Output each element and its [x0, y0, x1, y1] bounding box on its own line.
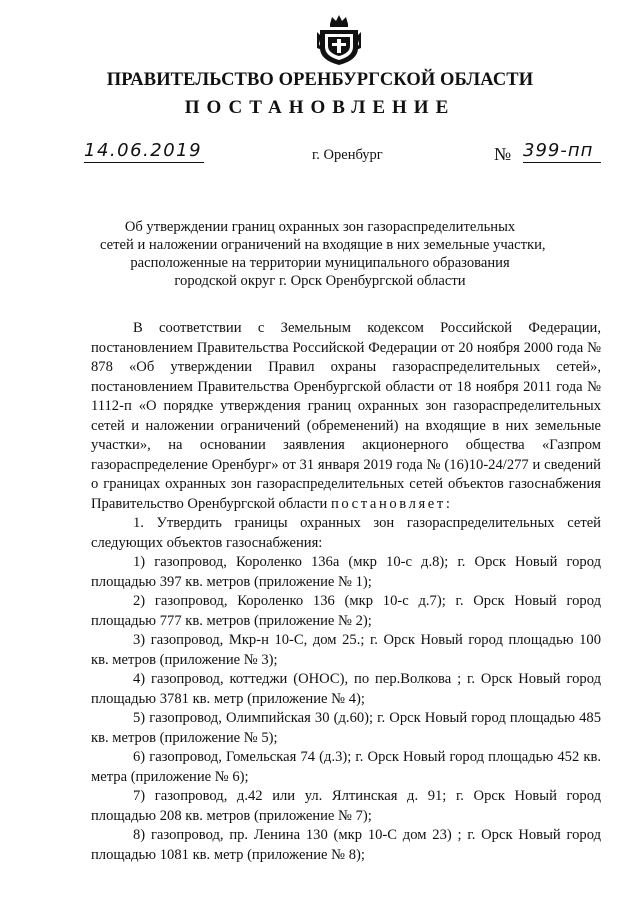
subject-line: Об утверждении границ охранных зон газораспределительных: [124, 219, 516, 235]
list-item: 7) газопровод, д.42 или ул. Ялтинская д. 91; г. Орск Новый город площадью 208 кв. метров (приложение № 7);: [91, 788, 601, 824]
list-item: 6) газопровод, Гомельская 74 (д.3); г. Орск Новый город площадью 452 кв. метра (приложение № 6);: [91, 749, 601, 785]
list-item: 3) газопровод, Мкр-н 10-С, дом 25.; г. Орск Новый город площадью 100 кв. метров (приложение № 3);: [91, 632, 601, 668]
document-subject: [100, 218, 546, 290]
list-item: 4) газопровод, коттеджи (ОНОС), по пер.Волкова ; г. Орск Новый город площадью 3781 кв. метр (приложение № 4);: [91, 671, 601, 707]
subject-line: городской округ г. Орск Оренбургской области: [174, 273, 466, 289]
decree-word: постановляет:: [331, 495, 453, 512]
subject-line: расположенные на территории муниципального образования: [130, 255, 510, 271]
list-item: 2) газопровод, Короленко 136 (мкр 10-с д.7); г. Орск Новый город площадью 777 кв. метров (приложение № 2);: [91, 593, 601, 629]
document-date: 14.06.2019: [84, 140, 203, 161]
list-item: 5) газопровод, Олимпийская 30 (д.60); г. Орск Новый город площадью 485 кв. метров (приложение № 5);: [91, 710, 601, 746]
coat-of-arms-icon: [317, 14, 361, 66]
document-number: 399-пп: [523, 140, 601, 163]
subject-line: сетей и наложении ограничений на входящие в них земельные участки,: [100, 237, 546, 253]
government-title: ПРАВИТЕЛЬСТВО ОРЕНБУРГСКОЙ ОБЛАСТИ: [106, 70, 534, 90]
list-item: 1) газопровод, Короленко 136а (мкр 10-с д.8); г. Орск Новый город площадью 397 кв. метров (приложение № 1);: [91, 554, 601, 590]
list-item: 8) газопровод, пр. Ленина 130 (мкр 10-С дом 23) ; г. Орск Новый город площадью 1081 кв. метр (приложение № 8);: [91, 827, 601, 863]
document-type: ПОСТАНОВЛЕНИЕ: [184, 97, 456, 118]
preamble-text: В соответствии с Земельным кодексом Российской Федерации, постановлением Правительства Российской Федерации от 20 ноября 2000 года № 878 «Об утверждении Правил охраны газораспределительных сетей», постановлением Правительства Оренбургской области от 18 ноября 2011 года № 1112-п «О порядке утверждения границ охранных зон газораспределительных сетей и наложении ограничений (обременений) на входящие в них земельные участки», на основании заявления акционерного общества «Газпром газораспределение Оренбург» от 31 января 2019 года № (16)10-24/277 и сведений о границах охранных зон газораспределительных сетей объектов газоснабжения Правительство Оренбургской области: [91, 320, 601, 512]
number-sign: №: [494, 144, 512, 164]
list-item: 1. Утвердить границы охранных зон газораспределительных сетей следующих объектов газоснабжения:: [91, 515, 601, 551]
document-body: [91, 319, 601, 865]
preamble-paragraph: [91, 319, 601, 514]
document-city: г. Оренбург: [312, 147, 383, 163]
